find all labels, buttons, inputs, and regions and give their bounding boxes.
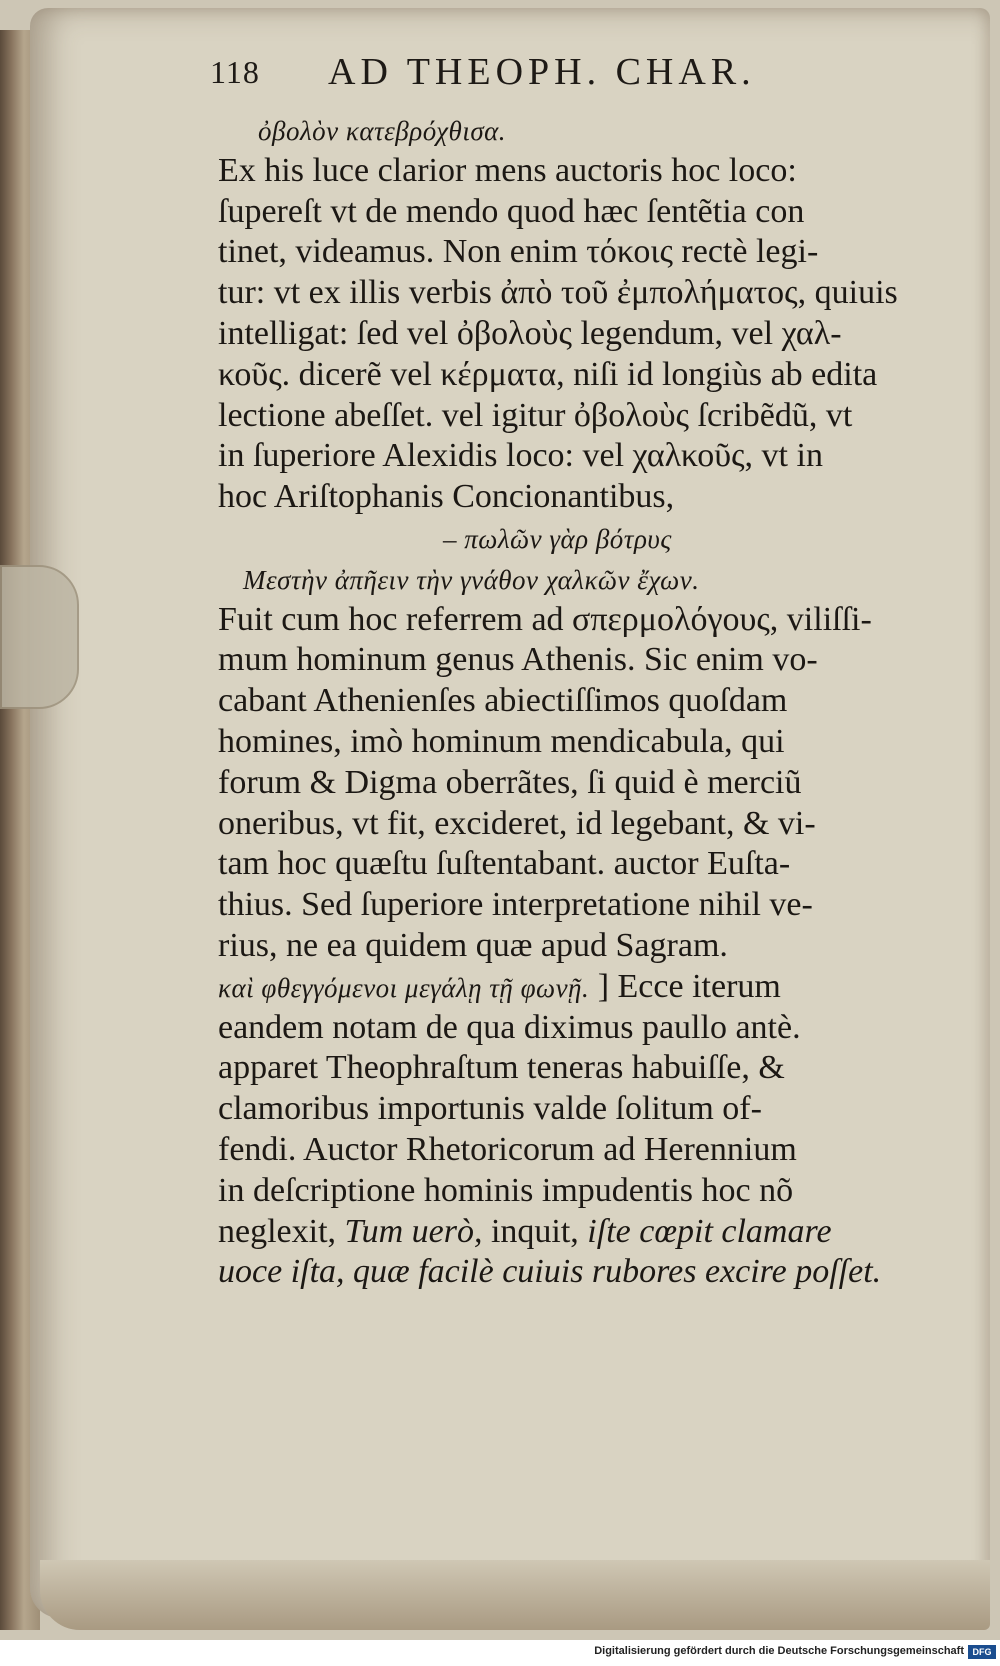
text-line bbox=[218, 804, 918, 845]
dfg-logo: DFG bbox=[968, 1645, 996, 1659]
line-text: ſupereſt vt de mendo quod hæc ſentẽtia con bbox=[218, 192, 805, 230]
line-text: thius. Sed ſuperiore interpretatione nihil ve- bbox=[218, 886, 813, 924]
text-line bbox=[218, 1130, 918, 1171]
running-head: AD THEOPH. CHAR. bbox=[328, 51, 756, 93]
text-line bbox=[218, 396, 918, 437]
italic-quote: iſte cœpit clamare bbox=[587, 1212, 832, 1250]
line-text: rius, ne ea quidem quæ apud Sagram. bbox=[218, 926, 728, 964]
greek-quote: ὀβολὸν κατεβρόχθισα. bbox=[258, 116, 507, 146]
line-text: clamoribus importunis valde ſolitum of- bbox=[218, 1090, 762, 1128]
body-text bbox=[218, 110, 918, 1293]
page-bottom-edge bbox=[40, 1560, 990, 1630]
line-text: Fuit cum hoc referrem ad σπερμολόγους, viliſſi- bbox=[218, 600, 872, 638]
line-text: hoc Ariſtophanis Concionantibus, bbox=[218, 478, 675, 516]
text-line bbox=[218, 926, 918, 967]
line-text: apparet Theophraſtum teneras habuiſſe, & bbox=[218, 1049, 785, 1087]
line-text: neglexit, bbox=[218, 1212, 337, 1250]
text-line bbox=[218, 151, 918, 192]
line-text: tur: vt ex illis verbis ἀπὸ τοῦ ἐμπολήματος, quiuis bbox=[218, 274, 898, 312]
italic-quote: Tum uerò, bbox=[344, 1212, 483, 1250]
text-line bbox=[218, 1252, 918, 1293]
line-text: tam hoc quæſtu ſuſtentabant. auctor Euſta- bbox=[218, 845, 791, 883]
line-text: cabant Athenienſes abiectiſſimos quoſdam bbox=[218, 682, 788, 720]
text-line bbox=[218, 314, 918, 355]
line-text: homines, imò hominum mendicabula, qui bbox=[218, 722, 785, 760]
italic-quote: uoce iſta, quæ facilè cuiuis rubores excire poſſet. bbox=[218, 1253, 882, 1291]
text-line bbox=[218, 763, 918, 804]
text-line bbox=[218, 232, 918, 273]
line-text: lectione abeſſet. vel igitur ὀβολοὺς ſcribẽdũ, vt bbox=[218, 396, 853, 434]
text-line bbox=[218, 192, 918, 233]
line-text: intelligat: ſed vel ὀβολοὺς legendum, vel χαλ- bbox=[218, 314, 842, 352]
line-text: eandem notam de qua diximus paullo antè. bbox=[218, 1008, 801, 1046]
line-text: inquit, bbox=[490, 1212, 579, 1250]
text-line bbox=[218, 967, 918, 1008]
bookmark-tab bbox=[0, 565, 79, 709]
text-line bbox=[218, 1089, 918, 1130]
greek-verse: – πωλῶν γὰρ βότρυς bbox=[443, 523, 672, 554]
page-header bbox=[210, 50, 860, 100]
footer-credit: Digitalisierung gefördert durch die Deutsche Forschungsgemeinschaft bbox=[594, 1645, 964, 1657]
line-text: fendi. Auctor Rhetoricorum ad Herennium bbox=[218, 1130, 797, 1168]
text-line bbox=[218, 477, 918, 518]
text-line bbox=[218, 1048, 918, 1089]
text-line bbox=[218, 722, 918, 763]
text-line bbox=[218, 1212, 918, 1253]
text-line bbox=[218, 518, 918, 559]
greek-verse: Μεστὴν ἀπῆειν τὴν γνάθον χαλκῶν ἔχων. bbox=[243, 564, 700, 595]
line-text: oneribus, vt fit, excideret, id legebant, & vi- bbox=[218, 804, 816, 842]
line-text: tinet, videamus. Non enim τόκοις rectè legi- bbox=[218, 233, 819, 271]
greek-lemma: καὶ φθεγγόμενοι μεγάλῃ τῇ φωνῇ. bbox=[218, 972, 590, 1003]
text-line bbox=[218, 110, 918, 151]
text-line bbox=[218, 640, 918, 681]
text-line bbox=[218, 681, 918, 722]
line-text: forum & Digma oberrãtes, ſi quid è merciũ bbox=[218, 763, 802, 801]
line-text: κοῦς. dicerẽ vel κέρματα, niſi id longiùs ab edita bbox=[218, 355, 878, 393]
text-line bbox=[218, 600, 918, 641]
line-text: ] Ecce iterum bbox=[597, 967, 781, 1005]
text-line bbox=[218, 355, 918, 396]
text-line bbox=[218, 1171, 918, 1212]
text-line bbox=[218, 436, 918, 477]
line-text: mum hominum genus Athenis. Sic enim vo- bbox=[218, 641, 818, 679]
text-line bbox=[218, 273, 918, 314]
line-text: Ex his luce clarior mens auctoris hoc loco: bbox=[218, 151, 797, 189]
page-number: 118 bbox=[210, 54, 260, 90]
footer-bar bbox=[0, 1640, 1000, 1666]
line-text: in deſcriptione hominis impudentis hoc nõ bbox=[218, 1171, 794, 1209]
text-line bbox=[218, 885, 918, 926]
line-text: in ſuperiore Alexidis loco: vel χαλκοῦς, vt in bbox=[218, 437, 823, 475]
text-line bbox=[218, 559, 918, 600]
text-line bbox=[218, 844, 918, 885]
text-line bbox=[218, 1008, 918, 1049]
